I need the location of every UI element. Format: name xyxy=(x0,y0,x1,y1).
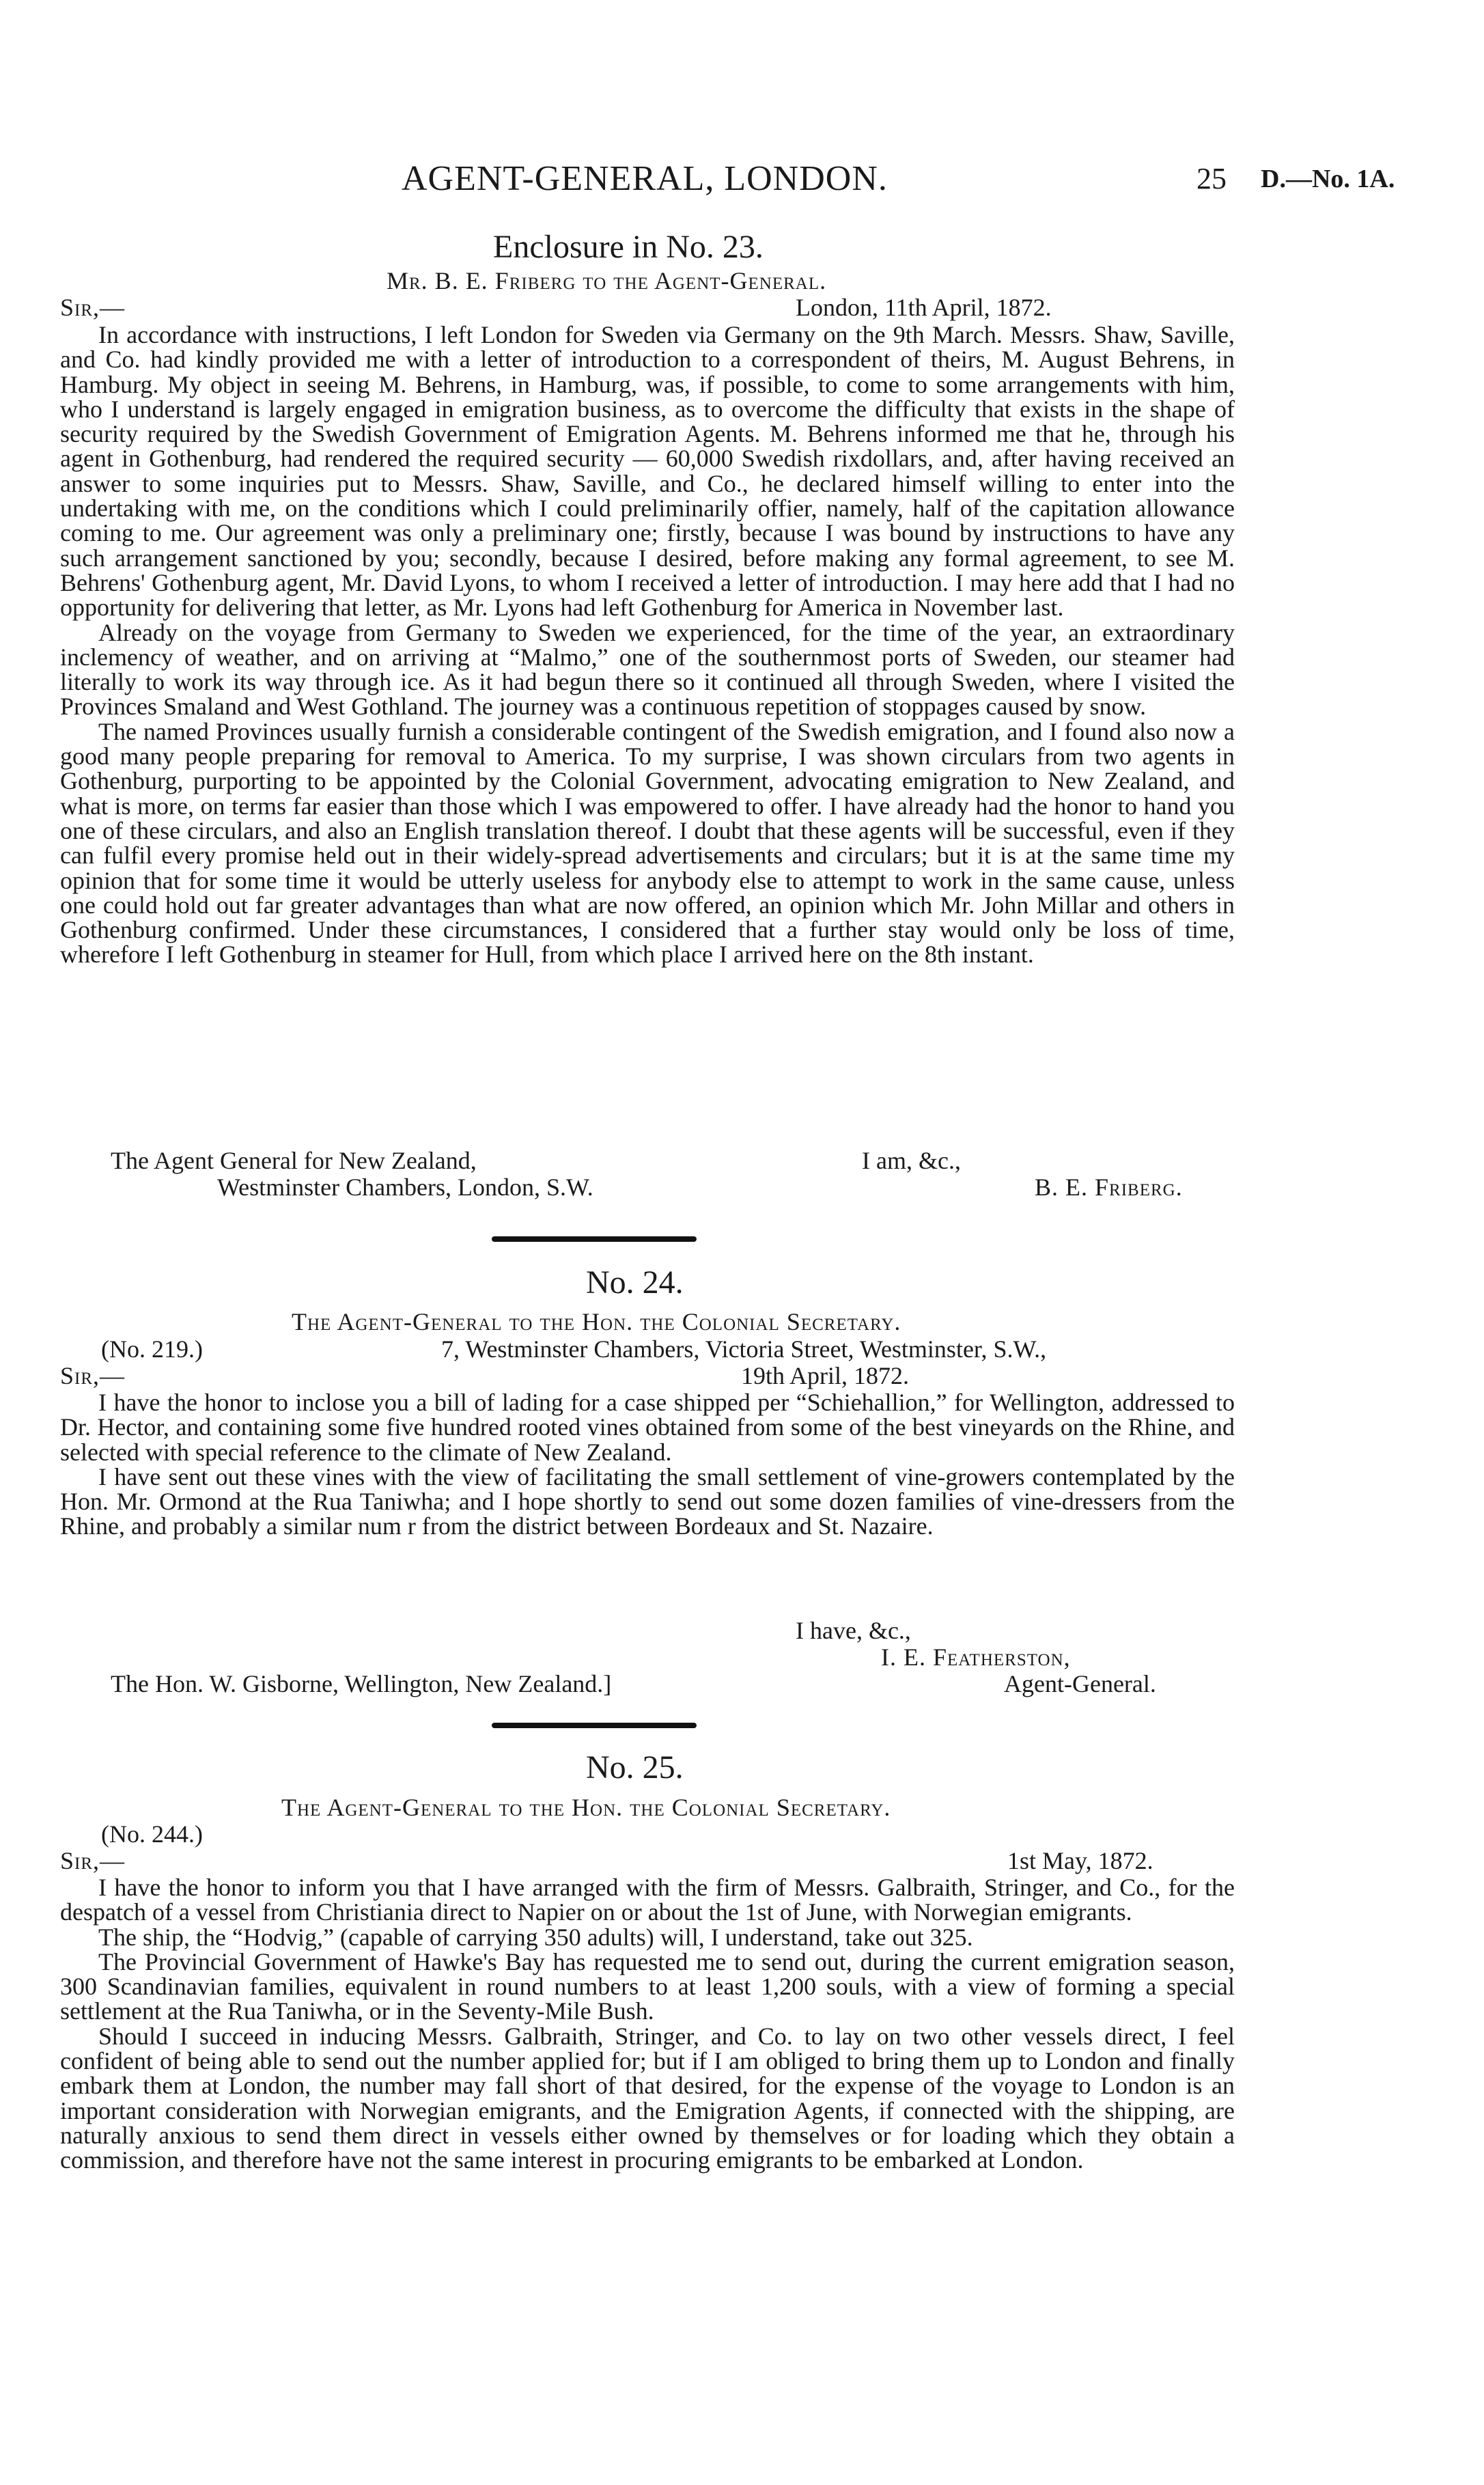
no24-from-to: The Agent-General to the Hon. the Colonial Secretary. xyxy=(292,1308,901,1335)
enclosure-paragraph: Already on the voyage from Germany to Sweden we experienced, for the time of the year, an extraordinary inclemency of weather, and on arriving at “Malmo,” one of the southernmost ports of Sweden, our steamer had literally to work its way through ice. As it had begun there so it continued all through Sweden, where I visited the Provinces Smaland and West Gothland. The journey was a continuous repetition of stoppages caused by snow. xyxy=(60,618,1235,721)
enclosure-addressee-line2: Westminster Chambers, London, S.W. xyxy=(217,1174,593,1201)
enclosure-closing: I am, &c., xyxy=(862,1147,961,1174)
no25-paragraph: Should I succeed in inducing Messrs. Galbraith, Stringer, and Co. to lay on two other vessels direct, I feel confident of being able to send out the number applied for; but if I am obliged to bring them up to London and finally embark them at London, the number may fall short of that desired, for the expense of the voyage to London is an important consideration with Norwegian emigrants, and the Emigration Agents, if connected with the shipping, are naturally anxious to send them direct in vessels either owned by themselves or for loading which they obtain a commission, and therefore have not the same interest in procuring emigrants to be embarked at London. xyxy=(60,2022,1235,2174)
no25-body xyxy=(60,1875,1235,2271)
no24-reference: (No. 219.) xyxy=(101,1335,203,1363)
running-title: AGENT-GENERAL, LONDON. xyxy=(402,159,888,198)
no24-closing: I have, &c., xyxy=(796,1617,911,1644)
no24-paragraph: I have the honor to inclose you a bill of lading for a case shipped per “Schiehallion,” for Wellington, addressed to Dr. Hector, and containing some five hundred rooted vines obtained from some of the best vineyards on the Rhine, and selected with special reference to the climate of New Zealand. xyxy=(60,1389,1235,1466)
no25-from-to: The Agent-General to the Hon. the Colonial Secretary. xyxy=(281,1794,891,1821)
no25-title: No. 25. xyxy=(586,1749,684,1786)
enclosure-date: London, 11th April, 1872. xyxy=(796,294,1052,321)
page-number: 25 xyxy=(1196,162,1227,195)
no25-paragraph: The ship, the “Hodvig,” (capable of carrying 350 adults) will, I understand, take out 325. xyxy=(98,1923,973,1951)
no25-reference: (No. 244.) xyxy=(101,1820,203,1848)
no24-title: No. 24. xyxy=(586,1264,684,1301)
no24-role: Agent-General. xyxy=(1004,1670,1156,1697)
no24-paragraph: I have sent out these vines with the view of facilitating the small settlement of vine-growers contemplated by the Hon. Mr. Ormond at the Rua Taniwha; and I hope shortly to send out some dozen families of vine-dressers from the Rhine, and probably a similar num r from the district between Bordeaux and St. Nazaire. xyxy=(60,1462,1235,1540)
no24-date: 19th April, 1872. xyxy=(741,1362,910,1389)
enclosure-paragraph: In accordance with instructions, I left London for Sweden via Germany on the 9th March. Messrs. Shaw, Saville, and Co. had kindly provided me with a letter of introduction to a correspondent of theirs, M. August Behrens, in Hamburg. My object in seeing M. Behrens, in Hamburg, was, if possible, to come to some arrangements with him, who I understand is largely engaged in emigration business, as to overcome the difficulty that exists in the shape of security required by the Swedish Government of Emigration Agents. M. Behrens informed me that he, through his agent in Gothenburg, had rendered the required security — 60,000 Swedish rixdollars, and, after having received an answer to some inquiries put to Messrs. Shaw, Saville, and Co., he declared himself willing to enter into the undertaking with me, on the conditions which I could preliminarily offier, namely, half of the capitation allowance coming to me. Our agreement was only a preliminary one; firstly, because I was bound by instructions to have any such arrangement sanctioned by you; secondly, because I desired, before making any formal agreement, to see M. Behrens' Gothenburg agent, Mr. David Lyons, to whom I received a letter of introduction. I may here add that I had no opportunity for delivering that letter, as Mr. Lyons had left Gothenburg for America in November last. xyxy=(60,321,1235,622)
no24-body xyxy=(60,1390,1235,1615)
no24-addressee: The Hon. W. Gisborne, Wellington, New Zealand.] xyxy=(111,1670,612,1697)
no25-date: 1st May, 1872. xyxy=(1007,1847,1153,1874)
section-divider xyxy=(492,1723,697,1728)
enclosure-addressee-line1: The Agent General for New Zealand, xyxy=(111,1147,477,1174)
no24-address: 7, Westminster Chambers, Victoria Street, Westminster, S.W., xyxy=(441,1335,1047,1363)
no25-paragraph: I have the honor to inform you that I have arranged with the firm of Messrs. Galbraith, Stringer, and Co., for the despatch of a vessel from Christiania direct to Napier on or about the 1st of June, with Norwegian emigrants. xyxy=(60,1874,1235,1926)
enclosure-salutation: Sir,— xyxy=(60,294,126,321)
enclosure-body xyxy=(60,322,1235,1139)
no25-salutation: Sir,— xyxy=(60,1847,126,1874)
document-reference: D.—No. 1A. xyxy=(1261,165,1395,193)
no25-paragraph: The Provincial Government of Hawke's Bay has requested me to send out, during the current emigration season, 300 Scandinavian families, equivalent in round numbers to at least 1,200 souls, with a view of forming a special settlement at the Rua Taniwha, or in the Seventy-Mile Bush. xyxy=(60,1947,1235,2025)
enclosure-signature: B. E. Friberg. xyxy=(1035,1174,1183,1201)
enclosure-from-to: Mr. B. E. Friberg to the Agent-General. xyxy=(387,267,827,294)
no24-salutation: Sir,— xyxy=(60,1362,126,1389)
enclosure-paragraph: The named Provinces usually furnish a considerable contingent of the Swedish emigration, and I found also now a good many people preparing for removal to America. To my surprise, I was shown circulars from two agents in Gothenburg, purporting to be appointed by the Colonial Government, advocating emigration to New Zealand, and what is more, on terms far easier than those which I was empowered to offer. I have already had the honor to hand you one of these circulars, and also an English translation thereof. I doubt that these agents will be successful, even if they can fulfil every promise held out in their widely-spread advertisements and circulars; but it is at the same time my opinion that for some time it would be utterly useless for anybody else to attempt to work in the same cause, unless one could hold out far greater advantages than what are now offered, an opinion which Mr. John Millar and others in Gothenburg confirmed. Under these circumstances, I considered that a further stay would only be loss of time, wherefore I left Gothenburg in steamer for Hull, from which place I arrived here on the 8th instant. xyxy=(60,717,1235,969)
enclosure-title: Enclosure in No. 23. xyxy=(493,229,764,265)
no24-signature: I. E. Featherston, xyxy=(881,1643,1071,1671)
section-divider xyxy=(492,1236,697,1242)
